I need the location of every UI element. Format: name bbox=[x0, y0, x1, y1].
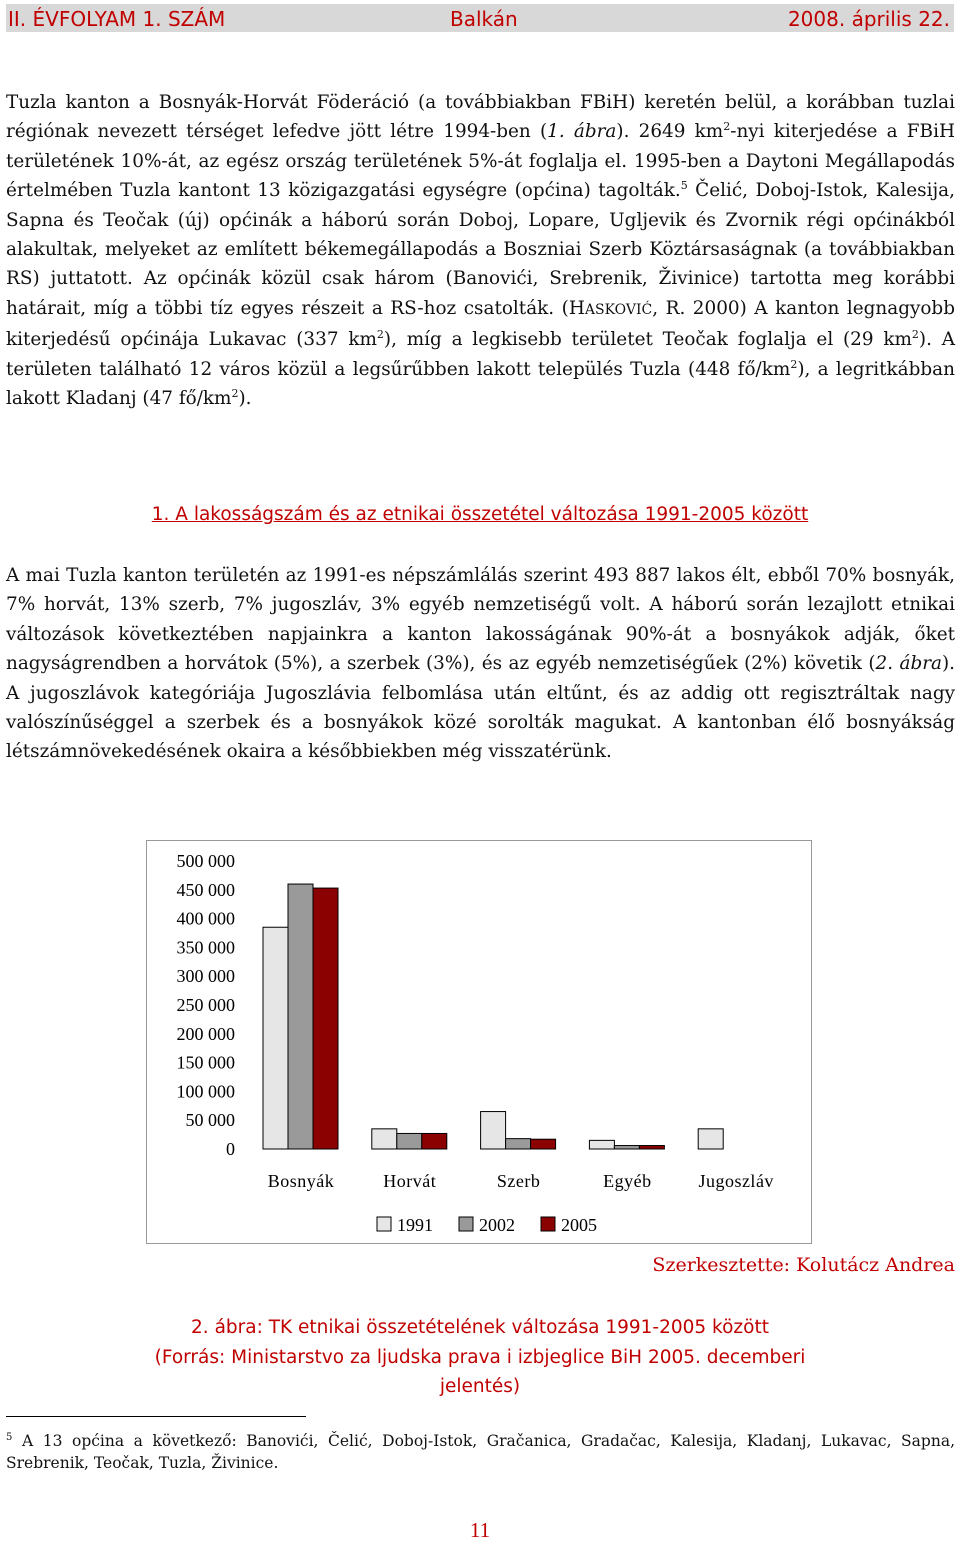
legend-label: 2002 bbox=[479, 1215, 515, 1235]
legend-label: 1991 bbox=[397, 1215, 433, 1235]
category-label: Horvát bbox=[383, 1171, 437, 1191]
legend-swatch bbox=[541, 1217, 555, 1231]
bar bbox=[614, 1146, 639, 1149]
y-tick-label: 400 000 bbox=[176, 908, 235, 929]
bar bbox=[422, 1133, 447, 1149]
running-header bbox=[6, 4, 954, 32]
bar bbox=[531, 1139, 556, 1149]
y-tick-label: 500 000 bbox=[176, 851, 235, 871]
y-tick-label: 150 000 bbox=[176, 1052, 235, 1073]
caption-line-1: 2. ábra: TK etnikai összetételének változása 1991-2005 között bbox=[191, 1317, 769, 1338]
legend-label: 2005 bbox=[561, 1215, 597, 1235]
bar bbox=[481, 1112, 506, 1149]
category-label: Szerb bbox=[496, 1171, 541, 1191]
y-tick-label: 450 000 bbox=[176, 879, 235, 900]
y-tick-label: 200 000 bbox=[176, 1023, 235, 1044]
y-tick-label: 100 000 bbox=[176, 1081, 235, 1102]
section-heading: 1. A lakosságszám és az etnikai összetétel változása 1991-2005 között bbox=[151, 504, 809, 525]
bar bbox=[639, 1146, 664, 1149]
y-tick-label: 300 000 bbox=[176, 966, 235, 987]
caption-line-3: jelentés) bbox=[439, 1376, 521, 1397]
y-tick-label: 250 000 bbox=[176, 995, 235, 1015]
bar bbox=[263, 927, 288, 1149]
caption-line-2: (Forrás: Ministarstvo za ljudska prava i izbjeglice BiH 2005. decemberi bbox=[154, 1346, 806, 1368]
category-label: Egyéb bbox=[603, 1171, 652, 1191]
legend-swatch bbox=[377, 1217, 391, 1231]
page-number: 11 bbox=[469, 1518, 491, 1542]
bar bbox=[372, 1129, 397, 1149]
y-tick-label: 350 000 bbox=[176, 937, 235, 958]
ethnic-bar-chart bbox=[146, 840, 812, 1244]
bar bbox=[589, 1140, 614, 1149]
header-journal: Balkán bbox=[450, 7, 518, 31]
legend-swatch bbox=[459, 1217, 473, 1231]
bar bbox=[313, 888, 338, 1149]
figure-credit: Szerkesztette: Kolutácz Andrea bbox=[652, 1254, 955, 1276]
footnote: $^5$ A 13 općina a következő: Banovići, Čelić, Doboj-Istok, Gračanica, Gradačac, Kalesija, Kladanj, Lukavac, Sapna, Srebrenik, Teočak, Tuzla, Živinice. bbox=[6, 1432, 955, 1473]
header-volume: II. ÉVFOLYAM 1. SZÁM bbox=[8, 7, 226, 31]
figure-caption bbox=[0, 1313, 960, 1402]
category-label: Jugoszláv bbox=[698, 1171, 774, 1191]
section-paragraph: A mai Tuzla kanton területén az 1991-es népszámlálás szerint 493 887 lakos élt, ebből 70% bosnyák, 7% horvát, 13% szerb, 7% jugoszláv, 3% egyéb nemzetiségű volt. A háború során lezajlott etnikai változások következtében napjainkra a kanton lakosságának 90%-át a bosnyákok adják, őket nagyságrendben a horvátok (5%), a szerbek (3%), és az egyéb nemzetiségűek (2%) követik (2. ábra). A jugoszlávok kategóriája Jugoszlávia felbomlása után eltűnt, és az addig ott regisztráltak nagy valószínűséggel a szerbek és a bosnyákok közé sorolták magukat. A kantonban élő bosnyákság létszámnövekedésének okaira a későbbiekben még visszatérünk. bbox=[6, 565, 955, 763]
category-label: Bosnyák bbox=[267, 1171, 335, 1191]
bar bbox=[288, 884, 313, 1149]
footnote-ref: 5 bbox=[680, 179, 688, 193]
intro-paragraph: Tuzla kanton a Bosnyák-Horvát Föderáció (a továbbiakban FBiH) keretén belül, a korábban tuzlai régiónak nevezett térséget lefedve jött létre 1994-ben (1. ábra). 2649 $km^2$-nyi kiterjedése a FBiH területének 10%-át, az egész ország területének 5%-át foglalja el. 1995-ben a Daytoni Megállapodás értelmében Tuzla kantont 13 közigazgatási egységre (općina) tagolták.$^5$ Čelić, Doboj-Istok, Kalesija, Sapna és Teočak (új) općinák a háború során Doboj, Lopare, Ugljevik és Zvornik régi općinákból alakultak, melyeket az említett békemegállapodás a Boszniai Szerb Köztársaságnak (a továbbiakban RS) juttatott. Az općinák közül csak három (Banovići, Srebrenik, Živinice) tartotta meg korábbi határait, míg a többi tíz egyes részeit a RS-hoz csatolták. (HASKOVIĆ, R. 2000) A kanton legnagyobb kiterjedésű općinája Lukavac (337 $km^2$), míg a legkisebb területet Teočak foglalja el (29 $km^2$). A területen található 12 város közül a legsűrűbben lakott település Tuzla (448 $fő/km^2$), a legritkábban lakott Kladanj (47 $fő/km^2$). bbox=[6, 92, 955, 410]
bar bbox=[397, 1133, 422, 1149]
header-date: 2008. április 22. bbox=[787, 7, 950, 31]
y-tick-label: 50 000 bbox=[185, 1110, 235, 1131]
bar bbox=[506, 1139, 531, 1149]
chart-svg bbox=[147, 841, 811, 1243]
y-tick-label: 0 bbox=[226, 1139, 235, 1159]
footnote-separator bbox=[6, 1416, 306, 1417]
bar bbox=[698, 1129, 723, 1149]
